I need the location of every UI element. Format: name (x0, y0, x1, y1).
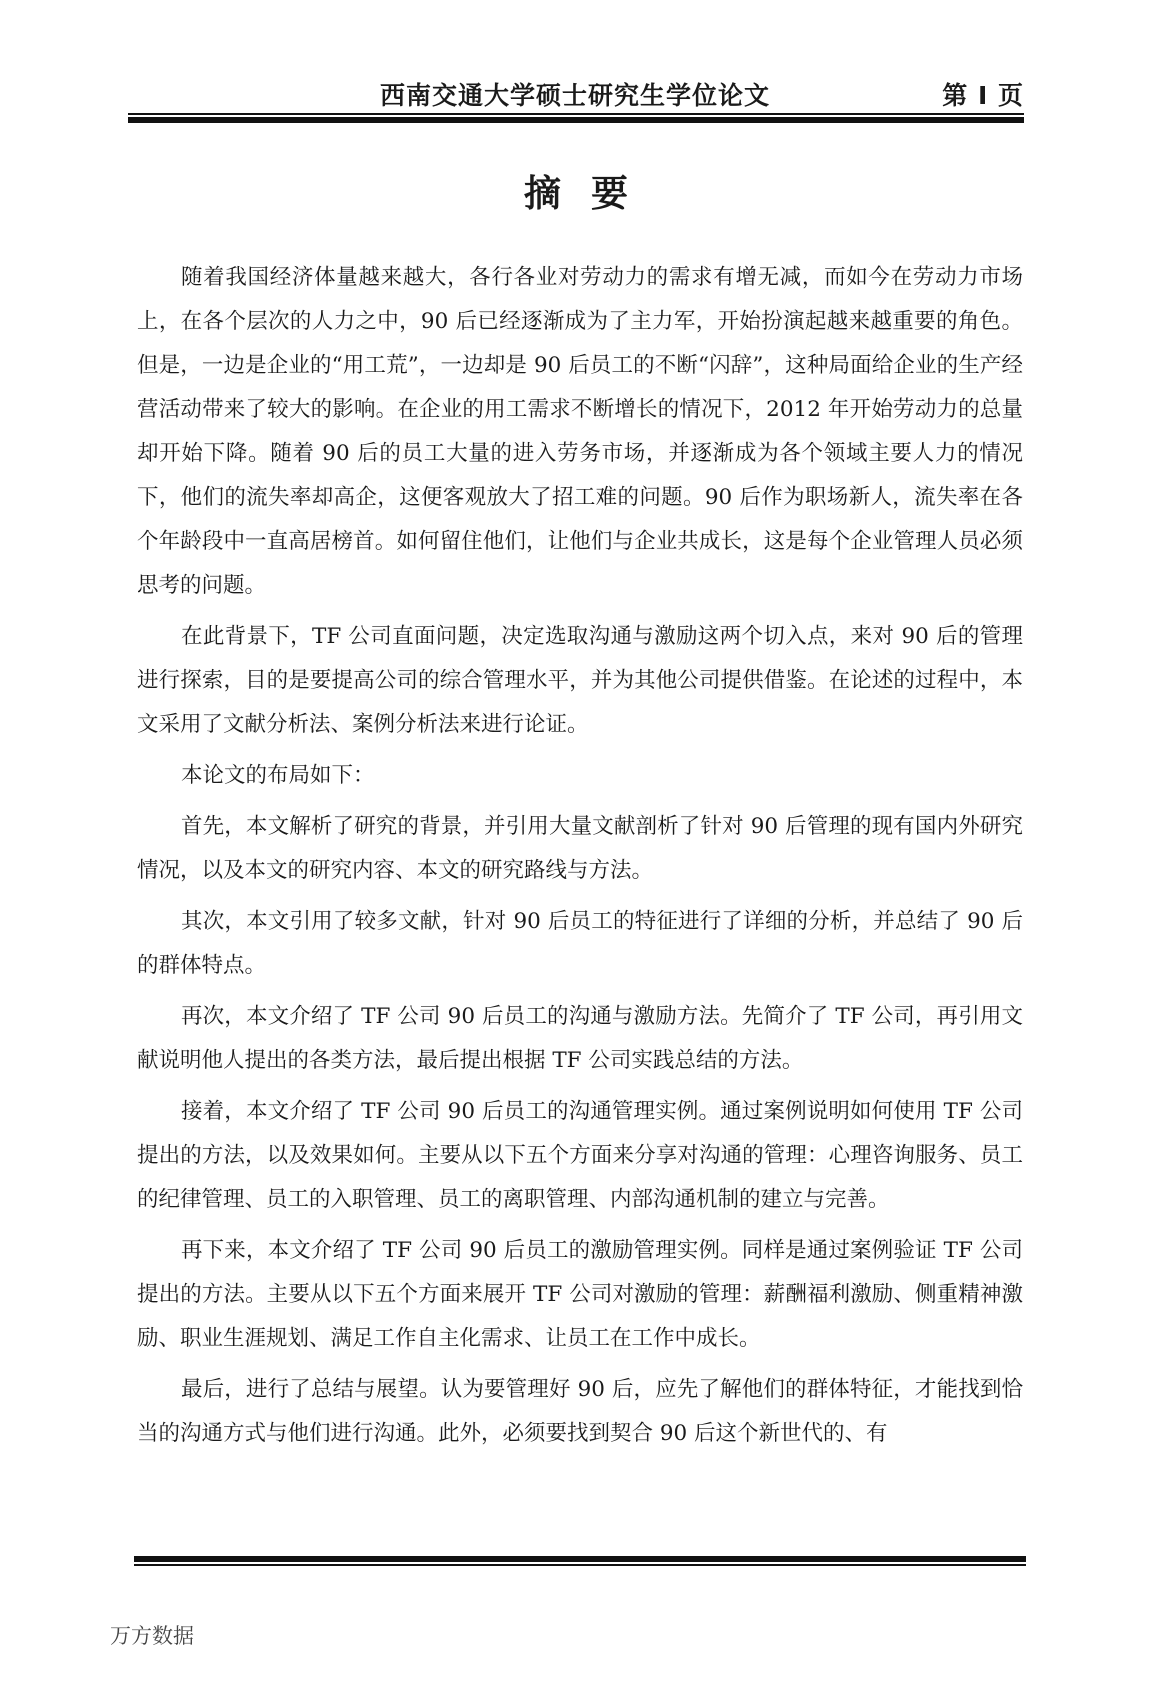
header-page-number: 第 I 页 (942, 81, 1024, 110)
header-title: 西南交通大学硕士研究生学位论文 (380, 81, 771, 110)
abstract-paragraph: 最后，进行了总结与展望。认为要管理好 90 后，应先了解他们的群体特征，才能找到恰当的沟通方式与他们进行沟通。此外，必须要找到契合 90 后这个新世代的、有 (137, 1377, 1023, 1446)
abstract-paragraph: 在此背景下，TF 公司直面问题，决定选取沟通与激励这两个切入点，来对 90 后的管理进行探索，目的是要提高公司的综合管理水平，并为其他公司提供借鉴。在论述的过程中，本文采用了文献分析法、案例分析法来进行论证。 (137, 624, 1023, 737)
abstract-paragraph: 其次，本文引用了较多文献，针对 90 后员工的特征进行了详细的分析，并总结了 90 后的群体特点。 (137, 909, 1023, 978)
watermark-text: 万方数据 (110, 1624, 194, 1648)
abstract-paragraph: 再下来，本文介绍了 TF 公司 90 后员工的激励管理实例。同样是通过案例验证 TF 公司提出的方法。主要从以下五个方面来展开 TF 公司对激励的管理：薪酬福利激励、侧重精神激励、职业生涯规划、满足工作自主化需求、让员工在工作中成长。 (137, 1238, 1023, 1351)
abstract-paragraph: 接着，本文介绍了 TF 公司 90 后员工的沟通管理实例。通过案例说明如何使用 TF 公司提出的方法，以及效果如何。主要从以下五个方面来分享对沟通的管理：心理咨询服务、员工的纪律管理、员工的入职管理、员工的离职管理、内部沟通机制的建立与完善。 (137, 1099, 1023, 1212)
abstract-title: 摘要 (524, 172, 658, 215)
abstract-paragraph: 再次，本文介绍了 TF 公司 90 后员工的沟通与激励方法。先简介了 TF 公司，再引用文献说明他人提出的各类方法，最后提出根据 TF 公司实践总结的方法。 (137, 1004, 1023, 1073)
abstract-paragraph: 首先，本文解析了研究的背景，并引用大量文献剖析了针对 90 后管理的现有国内外研究情况，以及本文的研究内容、本文的研究路线与方法。 (137, 814, 1023, 883)
abstract-paragraph: 本论文的布局如下： (181, 763, 375, 788)
footer-rule (134, 1556, 1026, 1566)
abstract-paragraph: 随着我国经济体量越来越大，各行各业对劳动力的需求有增无减，而如今在劳动力市场上，在各个层次的人力之中，90 后已经逐渐成为了主力军，开始扮演起越来越重要的角色。但是，一边是企业的“用工荒”，一边却是 90 后员工的不断“闪辞”，这种局面给企业的生产经营活动带来了较大的影响。在企业的用工需求不断增长的情况下，2012 年开始劳动力的总量却开始下降。随着 90 后的员工大量的进入劳务市场，并逐渐成为各个领域主要人力的情况下，他们的流失率却高企，这便客观放大了招工难的问题。90 后作为职场新人，流失率在各个年龄段中一直高居榜首。如何留住他们，让他们与企业共成长，这是每个企业管理人员必须思考的问题。 (137, 265, 1023, 598)
page-header (128, 72, 1024, 112)
abstract-body (137, 256, 1023, 1463)
header-rule (128, 113, 1024, 123)
